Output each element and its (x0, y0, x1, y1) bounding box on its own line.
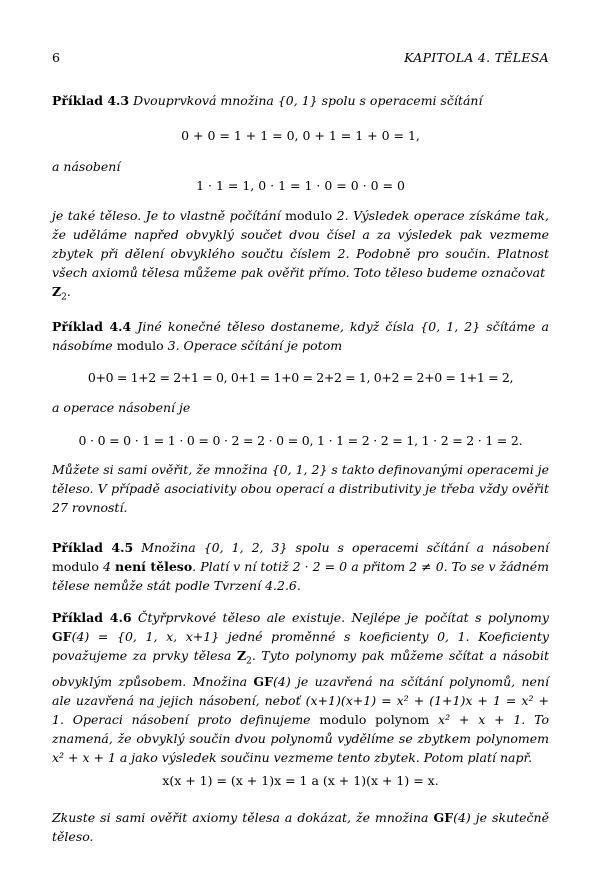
field-symbol: Z (52, 284, 62, 299)
example-text: Dvouprvková množina {0, 1} spolu s operacemi sčítání (133, 93, 483, 108)
equation-multiplication-mod3: 0 · 0 = 0 · 1 = 1 · 0 = 0 · 2 = 2 · 0 = 0, 1 · 1 = 2 · 2 = 1, 1 · 2 = 2 · 1 = 2. (78, 433, 523, 448)
equation-multiplication-mod2: 1 · 1 = 1, 0 · 1 = 1 · 0 = 0 · 0 = 0 (196, 178, 405, 193)
body-text: je také těleso. Je to vlastně počítání (52, 208, 281, 223)
equation-addition-mod2: 0 + 0 = 1 + 1 = 0, 0 + 1 = 1 + 0 = 1, (181, 128, 420, 143)
example-text: 4 (103, 559, 111, 574)
text-and-multiplication: a operace násobení je (52, 400, 191, 415)
example-text: x² + x + 1. To znamená, že obvyklý součin dvou polynomů vydělíme se zbytkem polynomem x² + x + 1 a jako výsledek součinu vezmeme tento zbytek. Potom platí např. (52, 711, 549, 765)
field-subscript: 2 (61, 292, 67, 303)
body-text-end: . (66, 284, 71, 299)
example-text: Čtyřprvkové těleso ale existuje. Nejlépe je počítat s polynomy (137, 610, 549, 625)
example-text: . Platí v ní totiž 2 · 2 = 0 a přitom 2 ≠ 0. To se v žádném tělese nemůže stát podle Tvrzení 4.2.6. (52, 559, 549, 593)
example-text-modulo: modulo polynom (319, 711, 430, 727)
example-4-3-body (52, 206, 549, 308)
example-text: Množina {0, 1, 2, 3} spolu s operacemi sčítání a násobení (141, 540, 549, 555)
chapter-title: KAPITOLA 4. TĚLESA (404, 50, 549, 65)
example-text-modulo: modulo (116, 338, 164, 353)
field-symbol: Z (236, 648, 247, 663)
example-text: . Tyto polynomy pak můžeme sčítat a násobit obvyklým způsobem. Množina (52, 648, 549, 689)
galois-field-symbol: GF (433, 810, 454, 825)
example-text: (4) je uzavřená na sčítání polynomů, není ale uzavřená na jejich násobení, neboť (x+1)(x+1) = x² + (1+1)x + 1 = x² + 1. Operaci násobení proto definujeme (52, 673, 549, 727)
example-text: 3. Operace sčítání je potom (167, 338, 343, 353)
running-header (52, 50, 549, 66)
example-text-modulo: modulo (52, 559, 99, 574)
body-text-modulo: modulo (285, 208, 333, 223)
example-4-5 (52, 538, 549, 595)
equation-gf4-example: x(x + 1) = (x + 1)x = 1 a (x + 1)(x + 1) = x. (162, 773, 439, 788)
example-text: (4) je skutečně těleso. (52, 810, 549, 844)
example-text: Jiné konečné těleso dostaneme, když čísla {0, 1, 2} sčítáme a násobíme (52, 319, 549, 353)
example-label: Příklad 4.4 (52, 319, 132, 334)
equation-addition-mod3: 0+0 = 1+2 = 2+1 = 0, 0+1 = 1+0 = 2+2 = 1, 0+2 = 2+0 = 1+1 = 2, (87, 370, 514, 385)
text-and-multiplication: a násobení (52, 159, 121, 174)
example-label: Příklad 4.5 (52, 540, 134, 555)
field-subscript: 2 (246, 656, 252, 667)
example-4-4-body: Můžete si sami ověřit, že množina {0, 1, 2} s takto definovanými operacemi je těleso. V případě asociativity obou operací a distributivity je třeba vždy ověřit 27 rovností. (52, 462, 549, 515)
page-number: 6 (52, 50, 60, 65)
example-4-3-intro (52, 91, 549, 110)
body-text: 2. Výsledek operace získáme tak, že uděláme napřed obvyklý součet dvou čísel a za výsledek pak vezmeme zbytek při dělení obvyklého součtu číslem 2. Podobně pro součin. Platnost všech axiomů tělesa můžeme pak ověřit přímo. Toto těleso budeme označovat (52, 208, 549, 280)
example-4-4-intro (52, 317, 549, 355)
example-text: (4) = {0, 1, x, x+1} jedné proměnné s koeficienty 0, 1. Koeficienty považujeme za prvky tělesa (52, 629, 549, 663)
example-4-6 (52, 608, 549, 767)
galois-field-symbol: GF (253, 673, 273, 689)
example-4-6-closing (52, 808, 549, 846)
example-label: Příklad 4.6 (52, 610, 132, 625)
example-text: Zkuste si sami ověřit axiomy tělesa a dokázat, že množina (52, 810, 429, 825)
example-label: Příklad 4.3 (52, 93, 130, 108)
example-text-bold: není těleso (115, 559, 193, 574)
galois-field-symbol: GF (52, 629, 72, 644)
